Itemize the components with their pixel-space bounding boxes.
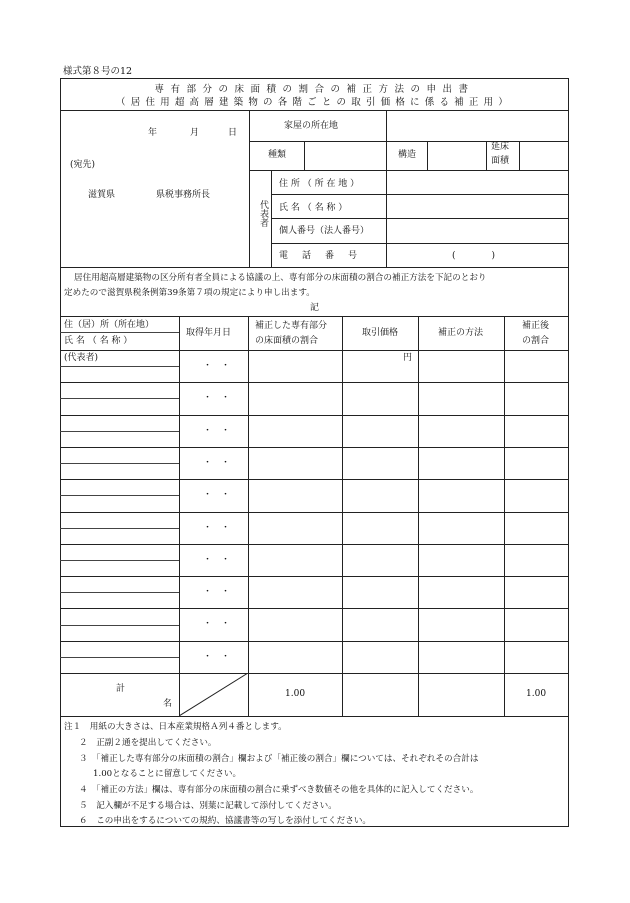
date-placeholder: ・ ・ — [203, 426, 231, 436]
row-divider — [60, 415, 569, 416]
rep-phone-paren: ( ) — [452, 251, 496, 261]
header-after-1: 補正後 — [522, 321, 550, 331]
addressee-label: (宛先) — [70, 160, 96, 170]
row-divider — [60, 576, 569, 577]
header-name: 氏 名 （ 名 称 ） — [64, 336, 133, 346]
note-3-cont: 1.00となることに留意してください。 — [93, 769, 242, 779]
row-divider — [60, 608, 569, 609]
note-5: ５ 記入欄が不足する場合は、別葉に記載して添付してください。 — [79, 801, 337, 811]
row-subdivider — [60, 560, 179, 561]
header-address: 住（居）所（所在地） — [64, 320, 155, 330]
rep-id-label: 個人番号（法人番号） — [279, 226, 370, 236]
row-subdivider — [60, 431, 179, 432]
date-placeholder: ・ ・ — [203, 652, 231, 662]
row-subdivider — [60, 657, 179, 658]
date-placeholder: ・ ・ — [203, 490, 231, 500]
addressee-office: 県税事務所長 — [156, 190, 211, 200]
header-price: 取引価格 — [362, 328, 399, 338]
total-label-2: 名 — [163, 699, 173, 709]
row-divider — [60, 382, 569, 383]
date-month: 月 — [190, 128, 200, 138]
header-method: 補正の方法 — [438, 328, 484, 338]
date-year: 年 — [148, 128, 158, 138]
body-text-line-2: 定めたので滋賀県税条例第39条第７項の規定により申し出ます。 — [64, 288, 315, 298]
row-subdivider — [60, 463, 179, 464]
rep-address-label: 住 所 （ 所 在 地 ） — [279, 179, 360, 189]
title-line-1: 専有部分の床面積の割合の補正方法の申出書 — [154, 84, 475, 95]
date-placeholder: ・ ・ — [203, 619, 231, 629]
title-line-2: （居住用超高層建築物の各階ごとの取引価格に係る補正用） — [116, 97, 513, 108]
row-subdivider — [60, 625, 179, 626]
row-divider — [60, 641, 569, 642]
row-divider — [60, 512, 569, 513]
row-subdivider — [60, 495, 179, 496]
ki-label: 記 — [309, 303, 319, 313]
date-day: 日 — [228, 128, 238, 138]
total-label-1: 計 — [116, 684, 126, 694]
row-subdivider — [60, 592, 179, 593]
row-divider — [60, 447, 569, 448]
row-subdivider — [60, 366, 179, 367]
note-2: ２ 正副２通を提出してください。 — [79, 738, 217, 748]
first-row-representative: (代表者) — [64, 353, 99, 363]
representative-label: 代表者 — [258, 200, 268, 227]
form-frame — [60, 78, 569, 827]
type-label: 種類 — [268, 150, 287, 160]
row-divider — [60, 544, 569, 545]
header-acq-date: 取得年月日 — [186, 328, 232, 338]
addressee-prefecture: 滋賀県 — [88, 190, 116, 200]
rep-phone-label: 電 話 番 号 — [279, 251, 360, 261]
floor-area-label-1: 延床 — [491, 142, 510, 152]
row-divider — [60, 479, 569, 480]
date-placeholder: ・ ・ — [203, 361, 231, 371]
date-placeholder: ・ ・ — [203, 393, 231, 403]
total-ratio: 1.00 — [285, 689, 306, 699]
row-subdivider — [60, 398, 179, 399]
row-subdivider — [60, 528, 179, 529]
date-placeholder: ・ ・ — [203, 587, 231, 597]
note-1: 注１ 用紙の大きさは、日本産業規格Ａ列４番とします。 — [64, 722, 287, 732]
header-after-2: の割合 — [522, 336, 550, 346]
note-4: ４ 「補正の方法」欄は、専有部分の床面積の割合に乗ずべき数値その他を具体的に記入してください。 — [79, 785, 479, 795]
structure-label: 構造 — [398, 150, 417, 160]
total-diagonal — [179, 673, 249, 716]
body-text-line-1: 居住用超高層建築物の区分所有者全員による協議の上、専有部分の床面積の割合の補正方法を下記のとおり — [74, 273, 487, 283]
form-number: 様式第８号の12 — [63, 66, 133, 77]
note-3: ３ 「補正した専有部分の床面積の割合」欄および「補正後の割合」欄については、それぞれその合計は — [79, 754, 479, 764]
price-yen-unit: 円 — [403, 353, 413, 363]
note-6: ６ この申出をするについての規約、協議書等の写しを添付してください。 — [79, 816, 372, 826]
date-placeholder: ・ ・ — [203, 555, 231, 565]
rep-name-label: 氏 名 （ 名 称 ） — [279, 203, 348, 213]
header-ratio-1: 補正した専有部分 — [255, 321, 328, 331]
total-after: 1.00 — [526, 689, 547, 699]
date-placeholder: ・ ・ — [203, 458, 231, 468]
header-ratio-2: の床面積の割合 — [255, 336, 319, 346]
date-placeholder: ・ ・ — [203, 523, 231, 533]
location-label: 家屋の所在地 — [284, 121, 339, 131]
floor-area-label-2: 面積 — [491, 156, 510, 166]
